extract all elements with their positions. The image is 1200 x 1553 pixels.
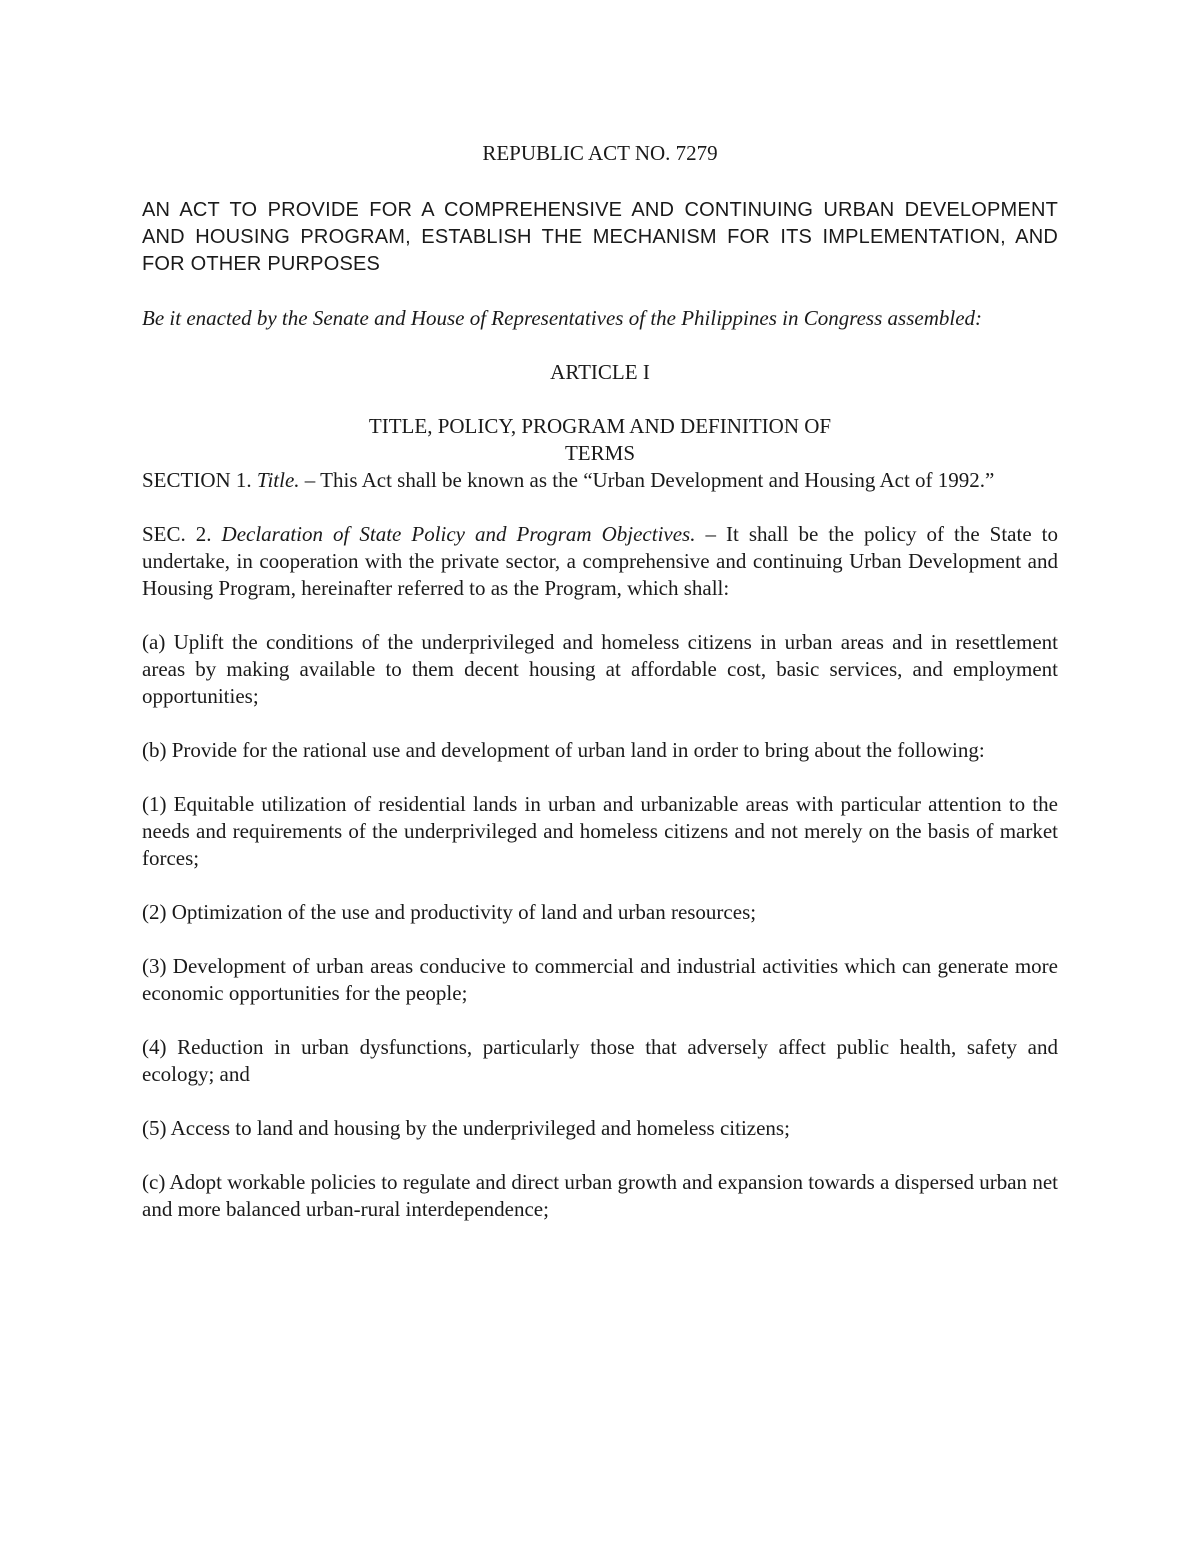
article-title-line2: TERMS <box>564 441 635 465</box>
paragraph-b1: (1) Equitable utilization of residential lands in urban and urbanizable areas with particular attention to the needs and requirements of the underprivileged and homeless citizens and not merely on the basis of market forces; <box>142 792 1058 870</box>
section-2-heading: Declaration of State Policy and Program Objectives. <box>221 522 696 546</box>
section-2-text: – It shall be the policy of the State to undertake, in cooperation with the private sector, a comprehensive and continuing Urban Development and Housing Program, hereinafter referred to as the Program, which shall: <box>142 522 1058 600</box>
paragraph-a: (a) Uplift the conditions of the underprivileged and homeless citizens in urban areas and in resettlement areas by making available to them decent housing at affordable cost, basic services, and employment opportunities; <box>142 630 1058 708</box>
paragraph-b2: (2) Optimization of the use and productivity of land and urban resources; <box>142 900 757 924</box>
paragraph-b3: (3) Development of urban areas conducive to commercial and industrial activities which can generate more economic opportunities for the people; <box>142 954 1058 1005</box>
section-1-label: SECTION 1. <box>142 468 257 492</box>
section-2-label: SEC. 2. <box>142 522 222 546</box>
act-title: AN ACT TO PROVIDE FOR A COMPREHENSIVE AND CONTINUING URBAN DEVELOPMENT AND HOUSING PROGRAM, ESTABLISH THE MECHANISM FOR ITS IMPLEMENTATION, AND FOR OTHER PURPOSES <box>142 199 1058 275</box>
paragraph-c: (c) Adopt workable policies to regulate and direct urban growth and expansion towards a dispersed urban net and more balanced urban-rural interdependence; <box>142 1170 1058 1221</box>
act-number: REPUBLIC ACT NO. 7279 <box>482 141 718 165</box>
paragraph-b: (b) Provide for the rational use and development of urban land in order to bring about the following: <box>142 738 985 762</box>
article-title <box>142 413 1058 467</box>
section-1-heading: Title. <box>256 468 300 492</box>
enacting-clause: Be it enacted by the Senate and House of Representatives of the Philippines in Congress assembled: <box>142 306 983 330</box>
document-page <box>142 140 1058 1250</box>
article-title-line1: TITLE, POLICY, PROGRAM AND DEFINITION OF <box>368 414 832 438</box>
article-heading: ARTICLE I <box>550 360 650 384</box>
paragraph-b4: (4) Reduction in urban dysfunctions, particularly those that adversely affect public health, safety and ecology; and <box>142 1035 1058 1086</box>
section-1-text: – This Act shall be known as the “Urban Development and Housing Act of 1992.” <box>299 468 995 492</box>
paragraph-b5: (5) Access to land and housing by the underprivileged and homeless citizens; <box>142 1116 790 1140</box>
section-2 <box>142 521 1058 602</box>
section-1 <box>142 467 1058 494</box>
